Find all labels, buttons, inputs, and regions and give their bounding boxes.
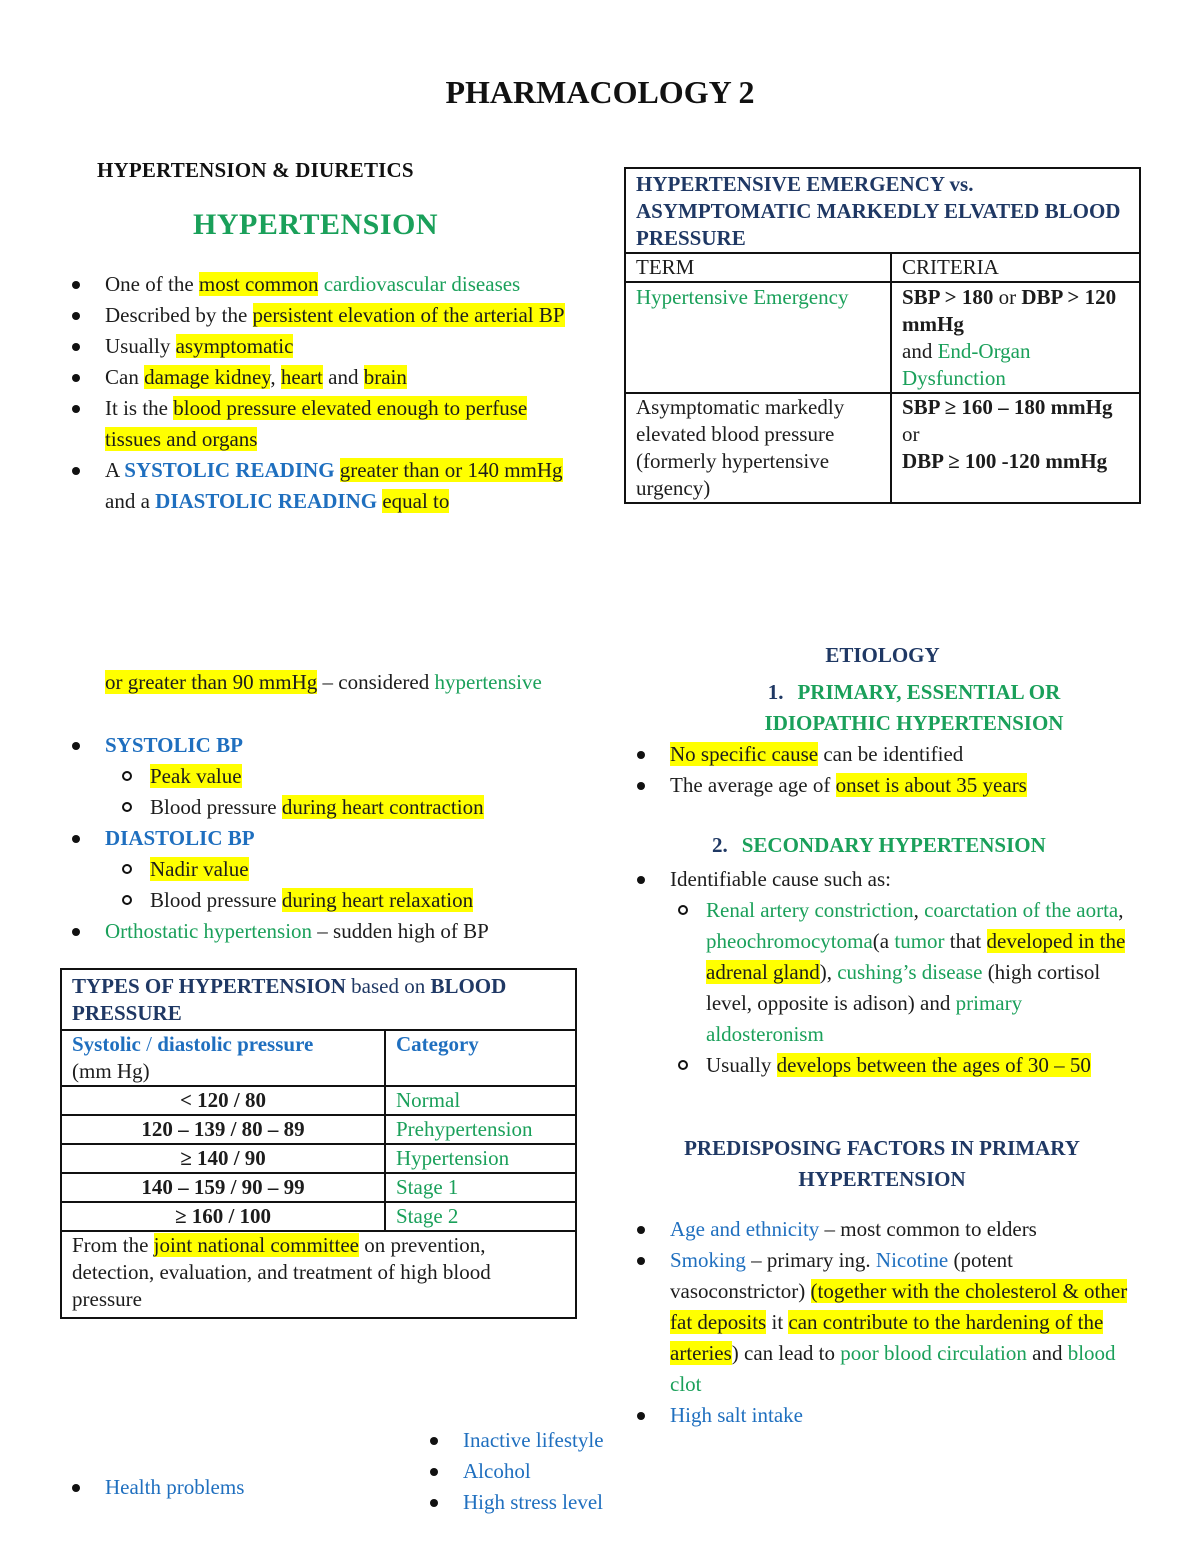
list-item: Alcohol <box>463 1456 683 1487</box>
list-item: High salt intake <box>670 1400 1140 1431</box>
list-item: One of the most common cardiovascular diseases <box>105 269 580 300</box>
predisposing-list <box>670 1214 1140 1431</box>
list-item: No specific cause can be identified <box>670 739 1140 770</box>
sub-item: Nadir value <box>150 854 580 885</box>
etiology-heading: ETIOLOGY <box>825 643 940 667</box>
orthostatic-item: Orthostatic hypertension – sudden high of BP <box>105 916 580 947</box>
sub-item: Blood pressure during heart relaxation <box>150 885 580 916</box>
list-item: Can damage kidney, heart and brain <box>105 362 580 393</box>
column-header-category: Category <box>385 1030 576 1086</box>
table-row: ≥ 140 / 90 Hypertension <box>61 1144 576 1173</box>
diastolic-item: DIASTOLIC BP Nadir value Blood pressure during heart relaxation <box>105 823 580 916</box>
list-item: Age and ethnicity – most common to elders <box>670 1214 1140 1245</box>
list-item: Usually asymptomatic <box>105 331 580 362</box>
list-item: High stress level <box>463 1487 683 1518</box>
table-heading: TYPES OF HYPERTENSION based on BLOOD PRESSURE <box>61 969 576 1030</box>
table-row: Hypertensive Emergency SBP > 180 or DBP > 120 mmHg and End-Organ Dysfunction <box>625 282 1140 393</box>
table-row: < 120 / 80 Normal <box>61 1086 576 1115</box>
table-row: 120 – 139 / 80 – 89 Prehypertension <box>61 1115 576 1144</box>
table-row: ≥ 160 / 100 Stage 2 <box>61 1202 576 1231</box>
sub-item: Usually develops between the ages of 30 – 50 <box>706 1050 1126 1081</box>
table-row: 140 – 159 / 90 – 99 Stage 1 <box>61 1173 576 1202</box>
systolic-continuation: or greater than 90 mmHg – considered hypertensive <box>105 670 542 694</box>
sub-item: Renal artery constriction, coarctation of the aorta, pheochromocytoma(a tumor that developed in the adrenal gland), cushing’s disease (high cortisol level, opposite is adison) and primary aldosteronism <box>706 895 1126 1050</box>
list-item: The average age of onset is about 35 years <box>670 770 1140 801</box>
list-item: A SYSTOLIC READING greater than or 140 mmHg and a DIASTOLIC READING equal to <box>105 455 580 517</box>
list-item: Inactive lifestyle <box>463 1425 683 1456</box>
predisposing-list-cont <box>463 1425 683 1518</box>
page-title: PHARMACOLOGY 2 <box>445 74 755 110</box>
table-row: Asymptomatic markedly elevated blood pressure (formerly hypertensive urgency) SBP ≥ 160 – 180 mmHg or DBP ≥ 100 -120 mmHg <box>625 393 1140 503</box>
list-item: Identifiable cause such as: Renal artery constriction, coarctation of the aorta, pheochromocytoma(a tumor that developed in the adrenal gland), cushing’s disease (high cortisol level, opposite is adison) and primary aldosteronism Usually develops between the ages of 30 – 50 <box>670 864 1140 1081</box>
bp-list <box>105 730 580 947</box>
primary-hypertension-title: 1. PRIMARY, ESSENTIAL OR IDIOPATHIC HYPERTENSION <box>764 680 1064 735</box>
page-subtitle: HYPERTENSION & DIURETICS <box>97 158 414 182</box>
types-of-hypertension-table <box>60 968 577 1319</box>
list-item: Health problems <box>105 1472 355 1503</box>
column-header-pressure: Systolic / diastolic pressure (mm Hg) <box>61 1030 385 1086</box>
column-header-term: TERM <box>625 253 891 282</box>
hypertension-heading: HYPERTENSION <box>193 208 438 241</box>
table-heading: HYPERTENSIVE EMERGENCY vs. ASYMPTOMATIC MARKEDLY ELVATED BLOOD PRESSURE <box>625 168 1140 253</box>
sub-item: Peak value <box>150 761 580 792</box>
systolic-item: SYSTOLIC BP Peak value Blood pressure during heart contraction <box>105 730 580 823</box>
predisposing-list-left <box>105 1472 355 1503</box>
column-header-criteria: CRITERIA <box>891 253 1140 282</box>
list-item: Described by the persistent elevation of the arterial BP <box>105 300 580 331</box>
secondary-hypertension-title: 2. SECONDARY HYPERTENSION <box>712 833 1046 857</box>
hypertension-list <box>105 269 580 517</box>
list-item: It is the blood pressure elevated enough to perfuse tissues and organs <box>105 393 580 455</box>
predisposing-heading: PREDISPOSING FACTORS IN PRIMARY HYPERTENSION <box>684 1136 1080 1191</box>
hypertensive-emergency-table <box>624 167 1141 504</box>
secondary-list <box>670 864 1140 1081</box>
sub-item: Blood pressure during heart contraction <box>150 792 580 823</box>
list-item: Smoking – primary ing. Nicotine (potent vasoconstrictor) (together with the cholesterol & other fat deposits it can contribute to the hardening of the arteries) can lead to poor blood circulation and blood clot <box>670 1245 1140 1400</box>
primary-list <box>670 739 1140 801</box>
table-footer: From the joint national committee on prevention, detection, evaluation, and treatment of high blood pressure <box>61 1231 576 1318</box>
